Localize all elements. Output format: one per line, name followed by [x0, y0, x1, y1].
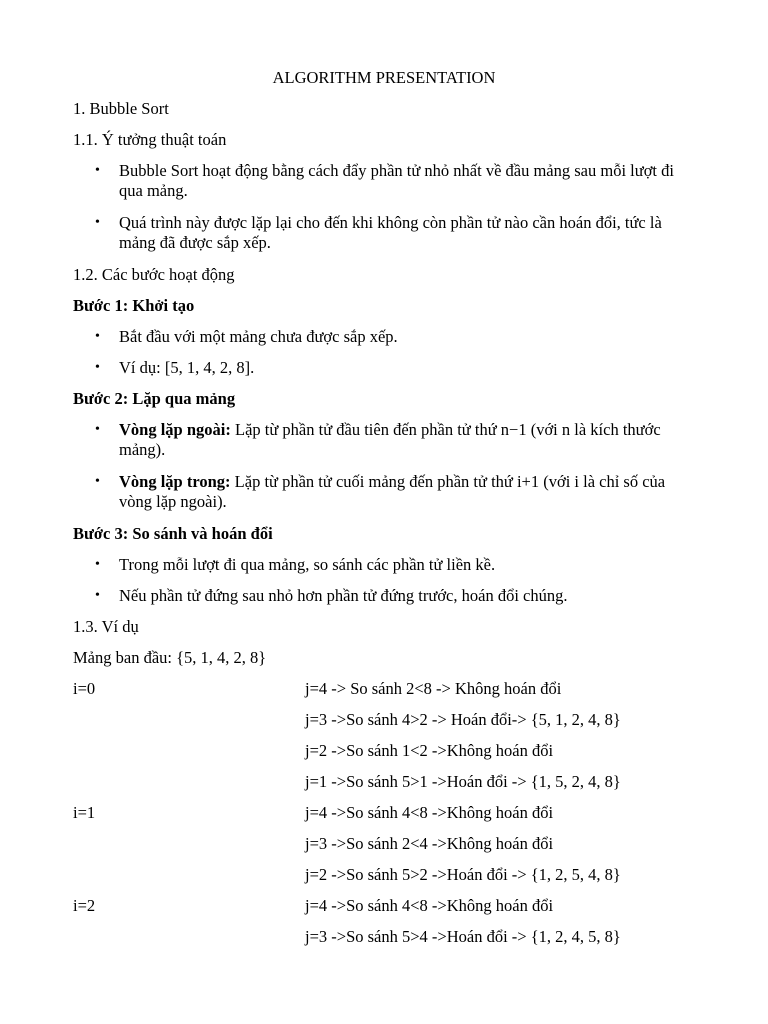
subsection-heading-example: 1.3. Ví dụ	[73, 617, 139, 636]
initial-array-text: Mảng ban đầu: {5, 1, 4, 2, 8}	[73, 648, 267, 667]
list-item: • Vòng lặp ngoài: Lặp từ phần tử đầu tiên đến phần tử thứ n−1 (với n là kích thước mảng).	[95, 420, 661, 459]
bullet-icon: •	[95, 360, 100, 375]
list-item: • Bubble Sort hoạt động bằng cách đẩy phần tử nhỏ nhất về đầu mảng sau mỗi lượt đi qua mảng.	[95, 161, 674, 200]
outer-index-label: i=0	[73, 679, 96, 698]
example-step: j=4 ->So sánh 4<8 ->Không hoán đổi	[305, 803, 554, 822]
example-step: j=2 ->So sánh 1<2 ->Không hoán đổi	[305, 741, 554, 760]
section-heading-bubble-sort: 1. Bubble Sort	[73, 99, 169, 118]
step-1-heading: Bước 1: Khởi tạo	[73, 296, 195, 315]
example-step: j=3 ->So sánh 2<4 ->Không hoán đổi	[305, 834, 554, 853]
list-item: • Nếu phần tử đứng sau nhỏ hơn phần tử đứng trước, hoán đổi chúng.	[95, 586, 568, 605]
example-step: j=3 ->So sánh 4>2 -> Hoán đổi-> {5, 1, 2, 4, 8}	[305, 710, 621, 729]
bullet-icon: •	[95, 474, 100, 489]
outer-index-label: i=1	[73, 803, 96, 822]
list-item: • Quá trình này được lặp lại cho đến khi không còn phần tử nào cần hoán đổi, tức là mảng đã được sắp xếp.	[95, 213, 662, 252]
outer-index-label: i=2	[73, 896, 96, 915]
bullet-icon: •	[95, 422, 100, 437]
bullet-icon: •	[95, 329, 100, 344]
subsection-heading-steps: 1.2. Các bước hoạt động	[73, 265, 235, 284]
bullet-icon: •	[95, 588, 100, 603]
list-item: • Bắt đầu với một mảng chưa được sắp xếp.	[95, 327, 398, 346]
list-item: • Ví dụ: [5, 1, 4, 2, 8].	[95, 358, 255, 377]
example-step: j=4 ->So sánh 4<8 ->Không hoán đổi	[305, 896, 554, 915]
document-title: ALGORITHM PRESENTATION	[272, 68, 496, 87]
step-3-heading: Bước 3: So sánh và hoán đổi	[73, 524, 273, 543]
example-step: j=1 ->So sánh 5>1 ->Hoán đổi -> {1, 5, 2, 4, 8}	[305, 772, 621, 791]
step-2-heading: Bước 2: Lặp qua mảng	[73, 389, 236, 408]
bullet-icon: •	[95, 557, 100, 572]
example-step: j=4 -> So sánh 2<8 -> Không hoán đổi	[305, 679, 562, 698]
bullet-icon: •	[95, 215, 100, 230]
subsection-heading-idea: 1.1. Ý tưởng thuật toán	[73, 130, 227, 149]
list-item: • Vòng lặp trong: Lặp từ phần tử cuối mảng đến phần tử thứ i+1 (với i là chỉ số của vòng lặp ngoài).	[95, 472, 666, 511]
example-step: j=3 ->So sánh 5>4 ->Hoán đổi -> {1, 2, 4, 5, 8}	[305, 927, 621, 946]
example-step: j=2 ->So sánh 5>2 ->Hoán đổi -> {1, 2, 5, 4, 8}	[305, 865, 621, 884]
list-item: • Trong mỗi lượt đi qua mảng, so sánh các phần tử liền kề.	[95, 555, 496, 574]
bullet-icon: •	[95, 163, 100, 178]
